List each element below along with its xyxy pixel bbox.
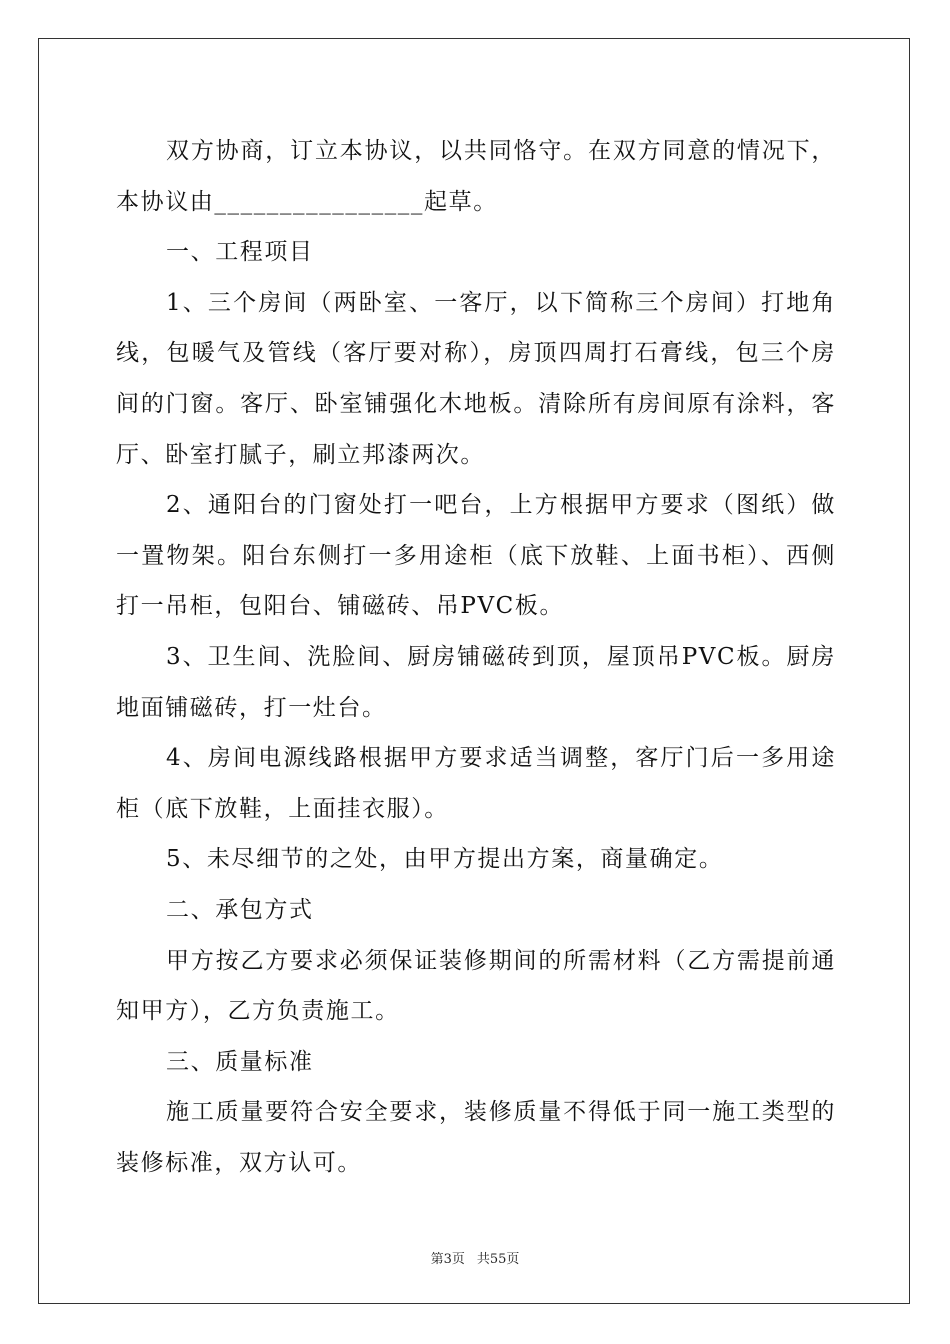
paragraph-item-1: 1、三个房间（两卧室、一客厅，以下简称三个房间）打地角线，包暖气及管线（客厅要对称），房顶四周打石膏线，包三个房间的门窗。客厅、卧室铺强化木地板。清除所有房间原有涂料，客厅、卧室打腻子，刷立邦漆两次。 [116,289,836,468]
paragraph-item-2: 2、通阳台的门窗处打一吧台，上方根据甲方要求（图纸）做一置物架。阳台东侧打一多用途柜（底下放鞋、上面书柜）、西侧打一吊柜，包阳台、铺磁砖、吊PVC板。 [116,492,836,620]
document-body [116,126,836,1188]
page-number-current: 第3页 [430,1252,465,1267]
page-number-total: 共55页 [476,1252,520,1267]
paragraph-intro: 双方协商，订立本协议，以共同恪守。在双方同意的情况下，本协议由________________起草。 [116,138,836,215]
section-heading-quality: 三、质量标准 [166,1048,314,1075]
paragraph-item-4: 4、房间电源线路根据甲方要求适当调整，客厅门后一多用途柜（底下放鞋，上面挂衣服）。 [116,745,836,822]
paragraph-quality: 施工质量要符合安全要求，装修质量不得低于同一施工类型的装修标准，双方认可。 [116,1099,836,1176]
paragraph-item-3: 3、卫生间、洗脸间、厨房铺磁砖到顶，屋顶吊PVC板。厨房地面铺磁砖，打一灶台。 [116,643,836,721]
page-footer [0,1248,950,1267]
paragraph-contract: 甲方按乙方要求必须保证装修期间的所需材料（乙方需提前通知甲方），乙方负责施工。 [116,947,836,1025]
section-heading-contract: 二、承包方式 [166,896,314,923]
section-heading-project: 一、工程项目 [166,239,314,266]
paragraph-item-5: 5、未尽细节的之处，由甲方提出方案，商量确定。 [166,846,724,873]
